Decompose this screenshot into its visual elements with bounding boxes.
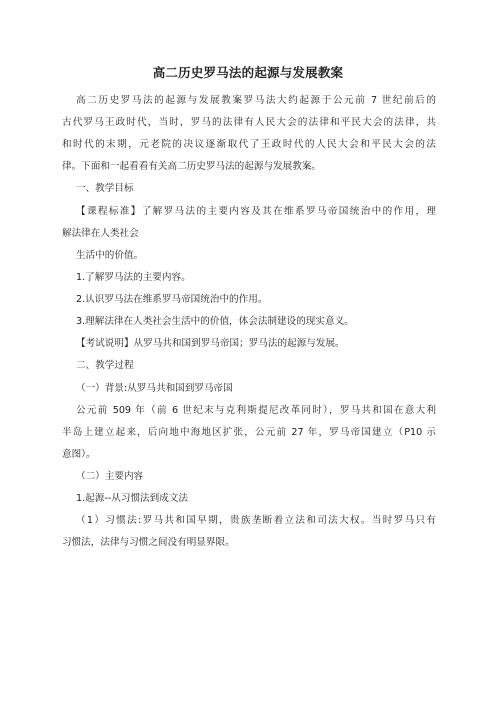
document-title: 高二历史罗马法的起源与发展教案 [152, 65, 344, 80]
subsection-heading: 1.起源--从习惯法到成文法 [76, 493, 189, 504]
paragraph-line: 意图）。 [62, 449, 96, 460]
paragraph-line: （1）习惯法:罗马共和国早期，贵族垄断着立法和司法大权。当时罗马只有 [76, 515, 436, 526]
paragraph-line: 古代罗马王政时代，当时，罗马的法律有人民大会的法律和平民大会的法律，共 [62, 117, 436, 128]
paragraph-line: 生活中的价值。 [76, 250, 144, 261]
list-item: 1.了解罗马法的主要内容。 [76, 272, 191, 283]
paragraph-line: 习惯法，法律与习惯之间没有明显界限。 [62, 537, 235, 548]
paragraph-line: 律。下面和一起看看有关高二历史罗马法的起源与发展教案。 [62, 161, 322, 172]
paragraph-line: 高二历史罗马法的起源与发展教案罗马法大约起源于公元前 7 世纪前后的 [76, 95, 436, 106]
subsection-heading: （二）主要内容 [76, 471, 144, 482]
paragraph-line: 解法律在人类社会 [62, 228, 139, 239]
section-heading: 二、教学过程 [76, 360, 134, 371]
subsection-heading: （一）背景:从罗马共和国到罗马帝国 [76, 383, 233, 394]
list-item: 3.理解法律在人类社会生活中的价值，体会法制建设的现实意义。 [76, 316, 354, 327]
paragraph-line: 和时代的末期，元老院的决议逐渐取代了王政时代的人民大会和平民大会的法 [62, 139, 436, 150]
section-heading: 一、教学目标 [76, 183, 134, 194]
paragraph-line: 公元前 509 年（前 6 世纪末与克利斯提尼改革同时），罗马共和国在意大利 [76, 405, 436, 416]
paragraph-line: 半岛上建立起来，后向地中海地区扩张，公元前 27 年，罗马帝国建立（P10 示 [62, 427, 436, 438]
list-item: 2.认识罗马法在维系罗马帝国统治中的作用。 [76, 294, 268, 305]
paragraph-line: 【考试说明】从罗马共和国到罗马帝国；罗马法的起源与发展。 [76, 338, 345, 349]
paragraph-line: 【课程标准】了解罗马法的主要内容及其在维系罗马帝国统治中的作用，理 [76, 206, 436, 217]
